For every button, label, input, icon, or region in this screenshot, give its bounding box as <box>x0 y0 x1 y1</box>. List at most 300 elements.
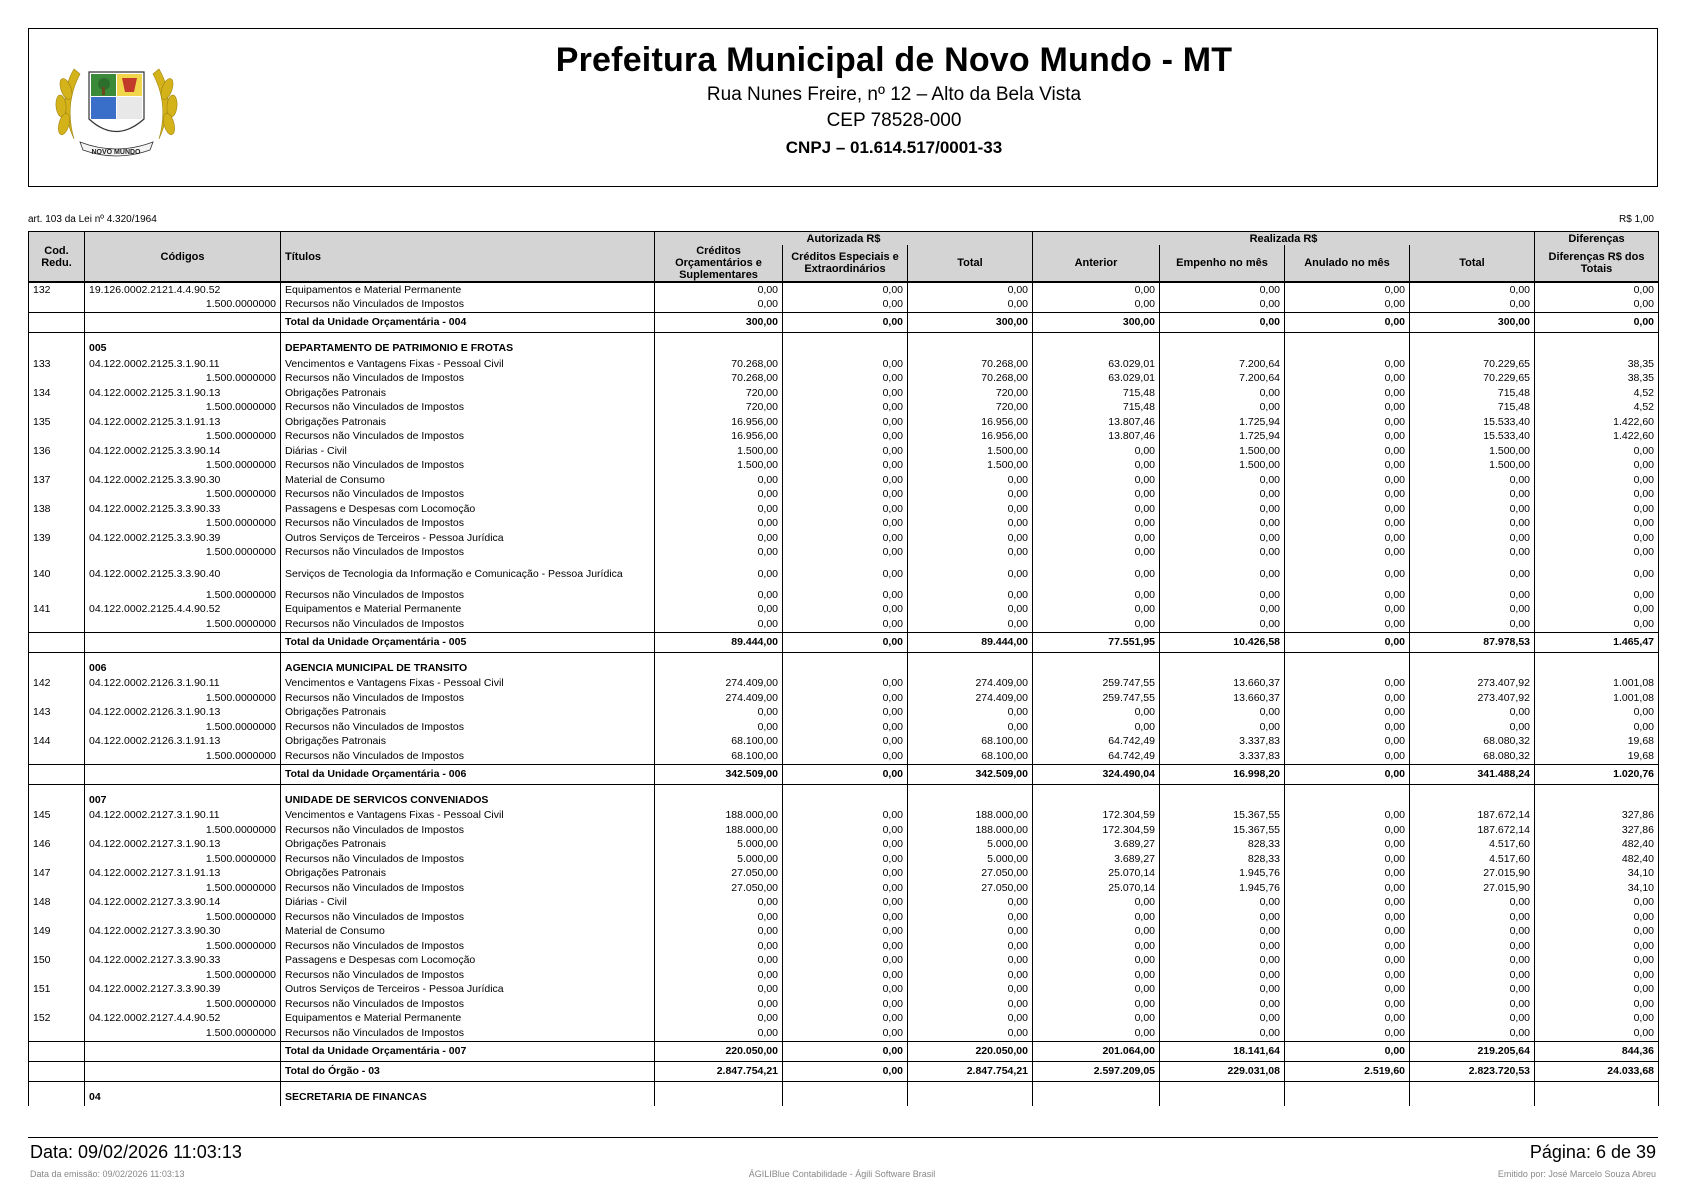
resource-row <box>29 1026 1659 1041</box>
value-cell: 0,00 <box>1285 444 1410 459</box>
cell-empty <box>1410 333 1535 358</box>
total-label: Total da Unidade Orçamentária - 004 <box>281 313 655 333</box>
total-label: Total da Unidade Orçamentária - 006 <box>281 764 655 784</box>
cell-empty <box>1535 1081 1659 1106</box>
cell-cod <box>29 313 85 333</box>
section-title: UNIDADE DE SERVICOS CONVENIADOS <box>281 784 655 809</box>
footer-divider <box>28 1137 1658 1138</box>
value-cell: 70.268,00 <box>908 357 1033 372</box>
value-cell: 0,00 <box>1410 282 1535 298</box>
value-cell: 0,00 <box>1033 997 1160 1012</box>
value-cell: 0,00 <box>1033 1026 1160 1041</box>
cell-title: Recursos não Vinculados de Impostos <box>281 852 655 867</box>
value-cell: 27.050,00 <box>655 881 783 896</box>
cell-code: 1.500.0000000 <box>85 823 281 838</box>
cell-cod: 148 <box>29 896 85 911</box>
cell-empty <box>1410 1081 1535 1106</box>
value-cell: 27.015,90 <box>1410 881 1535 896</box>
cell-cod: 142 <box>29 677 85 692</box>
value-cell: 0,00 <box>655 997 783 1012</box>
value-cell: 0,00 <box>1033 517 1160 532</box>
value-cell: 0,00 <box>1033 502 1160 517</box>
cell-cod <box>29 1041 85 1061</box>
value-cell: 0,00 <box>1160 473 1285 488</box>
value-cell: 0,00 <box>1285 838 1410 853</box>
cell-empty <box>655 652 783 677</box>
value-cell: 25.070,14 <box>1033 881 1160 896</box>
section-code: 006 <box>85 652 281 677</box>
value-cell: 0,00 <box>1535 1026 1659 1041</box>
value-cell: 18.141,64 <box>1160 1041 1285 1061</box>
cell-cod: 136 <box>29 444 85 459</box>
value-cell: 327,86 <box>1535 823 1659 838</box>
value-cell: 844,36 <box>1535 1041 1659 1061</box>
value-cell: 0,00 <box>908 473 1033 488</box>
value-cell: 0,00 <box>1535 997 1659 1012</box>
value-cell: 0,00 <box>1033 560 1160 588</box>
value-cell: 68.100,00 <box>908 735 1033 750</box>
value-cell: 0,00 <box>783 459 908 474</box>
section-row <box>29 784 1659 809</box>
value-cell: 0,00 <box>1033 603 1160 618</box>
value-cell: 327,86 <box>1535 809 1659 824</box>
value-cell: 0,00 <box>1160 939 1285 954</box>
value-cell: 0,00 <box>655 617 783 632</box>
cell-title: Recursos não Vinculados de Impostos <box>281 997 655 1012</box>
value-cell: 0,00 <box>1033 459 1160 474</box>
value-cell: 0,00 <box>655 983 783 998</box>
value-cell: 0,00 <box>1410 531 1535 546</box>
value-cell: 188.000,00 <box>655 809 783 824</box>
cell-code: 04.122.0002.2126.3.1.90.11 <box>85 677 281 692</box>
value-cell: 0,00 <box>1285 735 1410 750</box>
total-row <box>29 1041 1659 1061</box>
cell-cod <box>29 691 85 706</box>
cell-code: 04.122.0002.2127.3.3.90.14 <box>85 896 281 911</box>
value-cell: 1.500,00 <box>908 459 1033 474</box>
cell-cod <box>29 546 85 561</box>
value-cell: 89.444,00 <box>655 632 783 652</box>
table-header <box>29 232 1659 283</box>
value-cell: 38,35 <box>1535 372 1659 387</box>
section-row <box>29 333 1659 358</box>
value-cell: 27.015,90 <box>1410 867 1535 882</box>
cell-title: Equipamentos e Material Permanente <box>281 1012 655 1027</box>
cell-empty <box>1410 652 1535 677</box>
value-cell: 0,00 <box>1535 488 1659 503</box>
table-row <box>29 1012 1659 1027</box>
value-cell: 0,00 <box>1285 852 1410 867</box>
value-cell: 0,00 <box>908 1012 1033 1027</box>
value-cell: 0,00 <box>1535 517 1659 532</box>
resource-row <box>29 720 1659 735</box>
col-anulado: Anulado no mês <box>1285 245 1410 282</box>
cell-cod <box>29 997 85 1012</box>
cell-cod: 151 <box>29 983 85 998</box>
value-cell: 15.533,40 <box>1410 430 1535 445</box>
value-cell: 0,00 <box>1160 298 1285 313</box>
cell-empty <box>1033 784 1160 809</box>
value-cell: 0,00 <box>1160 1012 1285 1027</box>
cell-code: 04.122.0002.2125.3.3.90.33 <box>85 502 281 517</box>
cell-code: 1.500.0000000 <box>85 691 281 706</box>
value-cell: 0,00 <box>655 560 783 588</box>
cell-empty <box>1033 1081 1160 1106</box>
value-cell: 0,00 <box>1160 1026 1285 1041</box>
value-cell: 0,00 <box>1160 502 1285 517</box>
cell-code: 04.122.0002.2127.3.1.90.11 <box>85 809 281 824</box>
value-cell: 0,00 <box>783 749 908 764</box>
value-cell: 13.660,37 <box>1160 691 1285 706</box>
value-cell: 0,00 <box>1160 617 1285 632</box>
cell-title: Diárias - Civil <box>281 444 655 459</box>
value-cell: 0,00 <box>1160 386 1285 401</box>
value-cell: 341.488,24 <box>1410 764 1535 784</box>
svg-text:NOVO MUNDO: NOVO MUNDO <box>91 149 141 156</box>
cell-cod <box>29 459 85 474</box>
value-cell: 300,00 <box>1410 313 1535 333</box>
value-cell: 3.337,83 <box>1160 749 1285 764</box>
table-row <box>29 954 1659 969</box>
cell-cod <box>29 968 85 983</box>
address: Rua Nunes Freire, nº 12 – Alto da Bela Vista <box>706 84 1082 105</box>
table-row <box>29 444 1659 459</box>
value-cell: 0,00 <box>908 298 1033 313</box>
cell-code: 04.122.0002.2127.3.1.91.13 <box>85 867 281 882</box>
cell-code: 04.122.0002.2127.4.4.90.52 <box>85 1012 281 1027</box>
value-cell: 0,00 <box>1410 588 1535 603</box>
value-cell: 0,00 <box>1410 560 1535 588</box>
cell-title: Passagens e Despesas com Locomoção <box>281 954 655 969</box>
value-cell: 0,00 <box>908 603 1033 618</box>
value-cell: 0,00 <box>1535 910 1659 925</box>
value-cell: 0,00 <box>1410 954 1535 969</box>
value-cell: 7.200,64 <box>1160 372 1285 387</box>
value-cell: 77.551,95 <box>1033 632 1160 652</box>
cell-code: 04.122.0002.2125.3.3.90.40 <box>85 560 281 588</box>
value-cell: 2.823.720,53 <box>1410 1061 1535 1081</box>
cell-title: Vencimentos e Vantagens Fixas - Pessoal Civil <box>281 677 655 692</box>
col-anterior: Anterior <box>1033 245 1160 282</box>
value-cell: 0,00 <box>1410 925 1535 940</box>
cell-title: Recursos não Vinculados de Impostos <box>281 1026 655 1041</box>
value-cell: 0,00 <box>908 517 1033 532</box>
value-cell: 0,00 <box>1285 632 1410 652</box>
value-cell: 0,00 <box>655 1012 783 1027</box>
cell-cod: 135 <box>29 415 85 430</box>
cell-cod: 133 <box>29 357 85 372</box>
value-cell: 0,00 <box>1535 282 1659 298</box>
value-cell: 0,00 <box>1160 954 1285 969</box>
cell-title: Recursos não Vinculados de Impostos <box>281 488 655 503</box>
value-cell: 16.956,00 <box>908 430 1033 445</box>
resource-row <box>29 617 1659 632</box>
cell-empty <box>1160 784 1285 809</box>
value-cell: 0,00 <box>783 488 908 503</box>
value-cell: 0,00 <box>1410 517 1535 532</box>
cell-cod <box>29 939 85 954</box>
col-total-realizada: Total <box>1410 245 1535 282</box>
cell-title: Obrigações Patronais <box>281 386 655 401</box>
value-cell: 0,00 <box>1535 1012 1659 1027</box>
value-cell: 273.407,92 <box>1410 691 1535 706</box>
resource-row <box>29 881 1659 896</box>
value-cell: 13.807,46 <box>1033 430 1160 445</box>
value-cell: 0,00 <box>655 954 783 969</box>
value-cell: 0,00 <box>1033 954 1160 969</box>
value-cell: 0,00 <box>1535 546 1659 561</box>
cell-cod <box>29 333 85 358</box>
value-cell: 0,00 <box>1285 473 1410 488</box>
table-row <box>29 838 1659 853</box>
value-cell: 828,33 <box>1160 852 1285 867</box>
value-cell: 24.033,68 <box>1535 1061 1659 1081</box>
cell-title: Recursos não Vinculados de Impostos <box>281 617 655 632</box>
cell-title: Vencimentos e Vantagens Fixas - Pessoal Civil <box>281 809 655 824</box>
value-cell: 0,00 <box>1285 502 1410 517</box>
resource-row <box>29 910 1659 925</box>
value-cell: 0,00 <box>1535 983 1659 998</box>
value-cell: 0,00 <box>1285 939 1410 954</box>
value-cell: 13.660,37 <box>1160 677 1285 692</box>
value-cell: 0,00 <box>783 444 908 459</box>
cell-title: Recursos não Vinculados de Impostos <box>281 588 655 603</box>
footer-date: Data: 09/02/2026 11:03:13 <box>30 1142 242 1162</box>
value-cell: 0,00 <box>1535 603 1659 618</box>
value-cell: 0,00 <box>908 997 1033 1012</box>
value-cell: 0,00 <box>1033 473 1160 488</box>
cell-empty <box>1160 652 1285 677</box>
cell-cod: 132 <box>29 282 85 298</box>
cell-empty <box>1160 1081 1285 1106</box>
value-cell: 0,00 <box>1285 925 1410 940</box>
value-cell: 0,00 <box>655 925 783 940</box>
cell-title: Recursos não Vinculados de Impostos <box>281 910 655 925</box>
value-cell: 0,00 <box>783 677 908 692</box>
value-cell: 0,00 <box>1160 588 1285 603</box>
value-cell: 64.742,49 <box>1033 749 1160 764</box>
section-code: 005 <box>85 333 281 358</box>
value-cell: 342.509,00 <box>655 764 783 784</box>
cell-code: 04.122.0002.2125.3.1.90.11 <box>85 357 281 372</box>
value-cell: 0,00 <box>1160 560 1285 588</box>
value-cell: 0,00 <box>1285 430 1410 445</box>
value-cell: 0,00 <box>908 1026 1033 1041</box>
cell-code: 1.500.0000000 <box>85 881 281 896</box>
value-cell: 0,00 <box>655 706 783 721</box>
cell-cod <box>29 881 85 896</box>
page-title: Prefeitura Municipal de Novo Mundo - MT <box>555 41 1233 79</box>
value-cell: 27.050,00 <box>655 867 783 882</box>
resource-row <box>29 691 1659 706</box>
cell-code: 1.500.0000000 <box>85 720 281 735</box>
value-cell: 70.268,00 <box>908 372 1033 387</box>
cell-title: Equipamentos e Material Permanente <box>281 603 655 618</box>
value-cell: 0,00 <box>783 1041 908 1061</box>
value-cell: 0,00 <box>783 968 908 983</box>
value-cell: 0,00 <box>1535 444 1659 459</box>
value-cell: 1.422,60 <box>1535 430 1659 445</box>
value-cell: 1.500,00 <box>1410 459 1535 474</box>
value-cell: 0,00 <box>1033 488 1160 503</box>
value-cell: 0,00 <box>1033 706 1160 721</box>
value-cell: 0,00 <box>1410 298 1535 313</box>
value-cell: 0,00 <box>1160 517 1285 532</box>
resource-row <box>29 488 1659 503</box>
cell-title: Recursos não Vinculados de Impostos <box>281 823 655 838</box>
value-cell: 34,10 <box>1535 867 1659 882</box>
group-diferencas: Diferenças <box>1535 232 1659 246</box>
cell-empty <box>783 784 908 809</box>
value-cell: 0,00 <box>1285 881 1410 896</box>
value-cell: 0,00 <box>1285 372 1410 387</box>
value-cell: 0,00 <box>1410 910 1535 925</box>
col-cod: Cod. Redu. <box>29 232 85 283</box>
value-cell: 1.422,60 <box>1535 415 1659 430</box>
cell-cod <box>29 488 85 503</box>
cell-code: 04.122.0002.2126.3.1.90.13 <box>85 706 281 721</box>
value-cell: 0,00 <box>1410 546 1535 561</box>
value-cell: 0,00 <box>1535 925 1659 940</box>
value-cell: 0,00 <box>1285 313 1410 333</box>
col-creditos-especiais: Créditos Especiais e Extraordinários <box>783 245 908 282</box>
cell-empty <box>1033 333 1160 358</box>
cell-cod: 149 <box>29 925 85 940</box>
resource-row <box>29 430 1659 445</box>
value-cell: 0,00 <box>783 517 908 532</box>
value-cell: 0,00 <box>783 867 908 882</box>
value-cell: 0,00 <box>1033 968 1160 983</box>
value-cell: 0,00 <box>1285 588 1410 603</box>
value-cell: 0,00 <box>908 706 1033 721</box>
cell-title: Recursos não Vinculados de Impostos <box>281 298 655 313</box>
value-cell: 0,00 <box>655 502 783 517</box>
cell-cod <box>29 1081 85 1106</box>
software-credit: ÁGILIBlue Contabilidade - Ágili Software Brasil <box>748 1169 936 1179</box>
value-cell: 0,00 <box>1285 764 1410 784</box>
value-cell: 16.998,20 <box>1160 764 1285 784</box>
value-cell: 63.029,01 <box>1033 372 1160 387</box>
value-cell: 0,00 <box>908 896 1033 911</box>
value-cell: 0,00 <box>1410 1012 1535 1027</box>
value-cell: 1.001,08 <box>1535 677 1659 692</box>
value-cell: 187.672,14 <box>1410 823 1535 838</box>
cell-cod: 144 <box>29 735 85 750</box>
cell-code: 1.500.0000000 <box>85 910 281 925</box>
total-label: Total do Órgão - 03 <box>281 1061 655 1081</box>
value-cell: 0,00 <box>908 910 1033 925</box>
value-cell: 0,00 <box>783 939 908 954</box>
value-cell: 0,00 <box>1033 983 1160 998</box>
value-cell: 0,00 <box>1160 706 1285 721</box>
municipal-coat-of-arms-logo <box>44 44 189 174</box>
value-cell: 1.001,08 <box>1535 691 1659 706</box>
cell-cod: 141 <box>29 603 85 618</box>
value-cell: 0,00 <box>1285 488 1410 503</box>
value-cell: 0,00 <box>1285 720 1410 735</box>
table-row <box>29 560 1659 588</box>
cell-cod <box>29 430 85 445</box>
total-row <box>29 632 1659 652</box>
cell-code: 1.500.0000000 <box>85 459 281 474</box>
value-cell: 0,00 <box>1535 502 1659 517</box>
value-cell: 0,00 <box>1285 809 1410 824</box>
value-cell: 0,00 <box>783 372 908 387</box>
value-cell: 0,00 <box>1033 531 1160 546</box>
value-cell: 1.945,76 <box>1160 867 1285 882</box>
cell-title: Outros Serviços de Terceiros - Pessoa Jurídica <box>281 531 655 546</box>
cell-cod <box>29 588 85 603</box>
value-cell: 0,00 <box>783 282 908 298</box>
cell-code: 1.500.0000000 <box>85 298 281 313</box>
cell-cod <box>29 852 85 867</box>
cell-code <box>85 313 281 333</box>
value-cell: 259.747,55 <box>1033 691 1160 706</box>
value-cell: 0,00 <box>783 473 908 488</box>
value-cell: 0,00 <box>1160 925 1285 940</box>
value-cell: 0,00 <box>1033 588 1160 603</box>
value-cell: 482,40 <box>1535 852 1659 867</box>
value-cell: 0,00 <box>908 502 1033 517</box>
value-cell: 0,00 <box>655 1026 783 1041</box>
value-cell: 2.847.754,21 <box>908 1061 1033 1081</box>
value-cell: 0,00 <box>1033 298 1160 313</box>
cell-code: 1.500.0000000 <box>85 617 281 632</box>
value-cell: 0,00 <box>1160 968 1285 983</box>
table-row <box>29 531 1659 546</box>
total-label: Total da Unidade Orçamentária - 005 <box>281 632 655 652</box>
value-cell: 0,00 <box>908 983 1033 998</box>
value-cell: 68.100,00 <box>655 735 783 750</box>
value-cell: 0,00 <box>1285 968 1410 983</box>
cep: CEP 78528-000 <box>826 110 962 131</box>
value-cell: 300,00 <box>655 313 783 333</box>
resource-row <box>29 997 1659 1012</box>
resource-row <box>29 459 1659 474</box>
value-cell: 0,00 <box>1285 298 1410 313</box>
cell-title: Obrigações Patronais <box>281 415 655 430</box>
value-cell: 0,00 <box>655 968 783 983</box>
value-cell: 70.268,00 <box>655 372 783 387</box>
value-cell: 0,00 <box>1535 939 1659 954</box>
value-cell: 27.050,00 <box>908 867 1033 882</box>
value-cell: 0,00 <box>783 910 908 925</box>
value-cell: 2.597.209,05 <box>1033 1061 1160 1081</box>
value-cell: 0,00 <box>783 386 908 401</box>
value-cell: 0,00 <box>1535 706 1659 721</box>
cell-empty <box>1410 784 1535 809</box>
value-cell: 0,00 <box>908 617 1033 632</box>
cell-cod <box>29 652 85 677</box>
cell-code: 1.500.0000000 <box>85 939 281 954</box>
cell-empty <box>908 1081 1033 1106</box>
cell-cod <box>29 1026 85 1041</box>
cell-empty <box>655 333 783 358</box>
section-code: 04 <box>85 1081 281 1106</box>
value-cell: 188.000,00 <box>908 823 1033 838</box>
value-cell: 720,00 <box>655 401 783 416</box>
value-cell: 0,00 <box>908 488 1033 503</box>
section-row <box>29 1081 1659 1106</box>
value-cell: 0,00 <box>655 939 783 954</box>
value-cell: 4.517,60 <box>1410 852 1535 867</box>
value-cell: 0,00 <box>783 401 908 416</box>
value-cell: 259.747,55 <box>1033 677 1160 692</box>
value-cell: 828,33 <box>1160 838 1285 853</box>
cell-code: 04.122.0002.2125.3.3.90.14 <box>85 444 281 459</box>
value-cell: 0,00 <box>783 823 908 838</box>
value-cell: 0,00 <box>1410 488 1535 503</box>
